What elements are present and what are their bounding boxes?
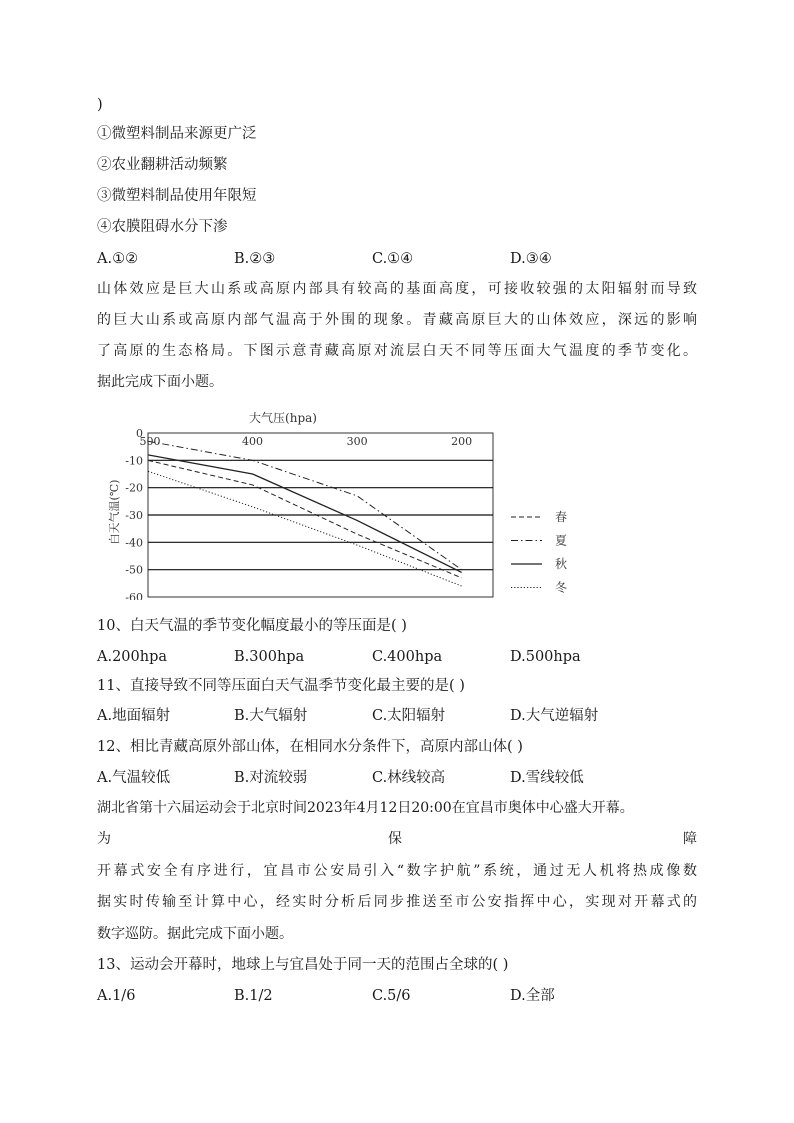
passage-line: 山体效应是巨大山系或高原内部具有较高的基面高度，可接收较强的太阳辐射而导致 bbox=[97, 281, 697, 297]
question-stem-continuation: ) bbox=[97, 97, 103, 113]
x-tick-label: 300 bbox=[346, 435, 368, 448]
passage-line: 据实时传输至计算中心，经实时分析后同步推送至市公安指挥中心，实现对开幕式的 bbox=[97, 894, 697, 910]
passage-spread-line: 为 保 障 bbox=[97, 831, 697, 847]
option-b: B.300hpa bbox=[234, 649, 305, 665]
legend-label: 秋 bbox=[555, 557, 568, 571]
question-13-stem: 13、运动会开幕时，地球上与宜昌处于同一天的范围占全球的( ) bbox=[97, 957, 509, 973]
option-d: D.③④ bbox=[510, 251, 552, 267]
statement-item: ①微塑料制品来源更广泛 bbox=[97, 126, 257, 142]
option-a: A.①② bbox=[97, 251, 139, 267]
y-tick-label: -40 bbox=[125, 536, 143, 550]
option-c: C.林线较高 bbox=[372, 770, 446, 786]
option-a: A.气温较低 bbox=[97, 770, 171, 786]
passage-line: 了高原的生态格局。下图示意青藏高原对流层白天不同等压面大气温度的季节变化。 bbox=[97, 343, 697, 359]
option-d: D.500hpa bbox=[510, 649, 581, 665]
option-d: D.全部 bbox=[510, 988, 555, 1004]
question-11-options bbox=[97, 709, 657, 727]
y-tick-label: -10 bbox=[125, 454, 143, 468]
temperature-chart bbox=[100, 402, 580, 600]
chart-series bbox=[148, 441, 462, 586]
x-tick-label: 200 bbox=[451, 435, 473, 448]
question-13-options bbox=[97, 989, 657, 1007]
legend-label: 冬 bbox=[555, 580, 568, 595]
passage-line: 的巨大山系或高原内部气温高于外围的现象。青藏高原巨大的山体效应，深远的影响 bbox=[97, 312, 697, 328]
x-tick-label: 500 bbox=[139, 435, 161, 448]
y-tick-label: -30 bbox=[125, 509, 143, 522]
option-c: C.①④ bbox=[372, 251, 414, 267]
option-a: A.地面辐射 bbox=[97, 708, 171, 724]
y-tick-labels bbox=[125, 427, 143, 600]
option-a: A.200hpa bbox=[97, 649, 168, 665]
chart-gridlines bbox=[148, 433, 493, 597]
question-10-stem: 10、白天气温的季节变化幅度最小的等压面是( ) bbox=[97, 618, 407, 634]
chart-legend bbox=[511, 510, 567, 595]
option-c: C.400hpa bbox=[372, 649, 443, 665]
option-a: A.1/6 bbox=[97, 988, 136, 1004]
y-tick-label: -60 bbox=[125, 591, 143, 600]
option-c: C.太阳辐射 bbox=[372, 708, 446, 724]
question-11-stem: 11、直接导致不同等压面白天气温季节变化最主要的是( ) bbox=[97, 678, 465, 694]
option-d: D.大气逆辐射 bbox=[510, 708, 599, 724]
question-12-stem: 12、相比青藏高原外部山体，在相同水分条件下，高原内部山体( ) bbox=[97, 739, 523, 755]
statement-item: ④农膜阻碍水分下渗 bbox=[97, 219, 228, 235]
passage-line: 数字巡防。据此完成下面小题。 bbox=[97, 926, 293, 942]
passage-line: 湖北省第十六届运动会于北京时间2023年4月12日20:00在宜昌市奥体中心盛大开幕。 bbox=[97, 800, 634, 816]
passage-line: 据此完成下面小题。 bbox=[97, 374, 223, 390]
chart-title: 大气压(hpa) bbox=[249, 411, 317, 425]
passage-line: 开幕式安全有序进行，宜昌市公安局引入“数字护航”系统，通过无人机将热成像数 bbox=[97, 863, 697, 879]
option-b: B.1/2 bbox=[234, 988, 273, 1004]
option-c: C.5/6 bbox=[372, 988, 411, 1004]
answer-options bbox=[97, 252, 657, 270]
option-b: B.②③ bbox=[234, 251, 276, 267]
series-line-冬 bbox=[148, 471, 462, 586]
option-b: B.对流较弱 bbox=[234, 770, 308, 786]
y-tick-label: -20 bbox=[125, 481, 143, 495]
y-tick-label: -50 bbox=[125, 563, 143, 577]
question-12-options bbox=[97, 771, 657, 789]
legend-label: 春 bbox=[555, 510, 568, 524]
x-tick-labels bbox=[140, 435, 473, 448]
question-10-options bbox=[97, 650, 657, 668]
option-b: B.大气辐射 bbox=[234, 708, 308, 724]
y-tick-label: 0 bbox=[136, 427, 143, 440]
option-d: D.雪线较低 bbox=[510, 770, 584, 786]
y-axis-label: 白天气温(℃) bbox=[108, 479, 121, 545]
legend-label: 夏 bbox=[555, 533, 568, 548]
statement-item: ③微塑料制品使用年限短 bbox=[97, 188, 257, 204]
statement-item: ②农业翻耕活动频繁 bbox=[97, 157, 228, 173]
x-tick-label: 400 bbox=[242, 435, 264, 448]
series-line-秋 bbox=[148, 455, 462, 573]
